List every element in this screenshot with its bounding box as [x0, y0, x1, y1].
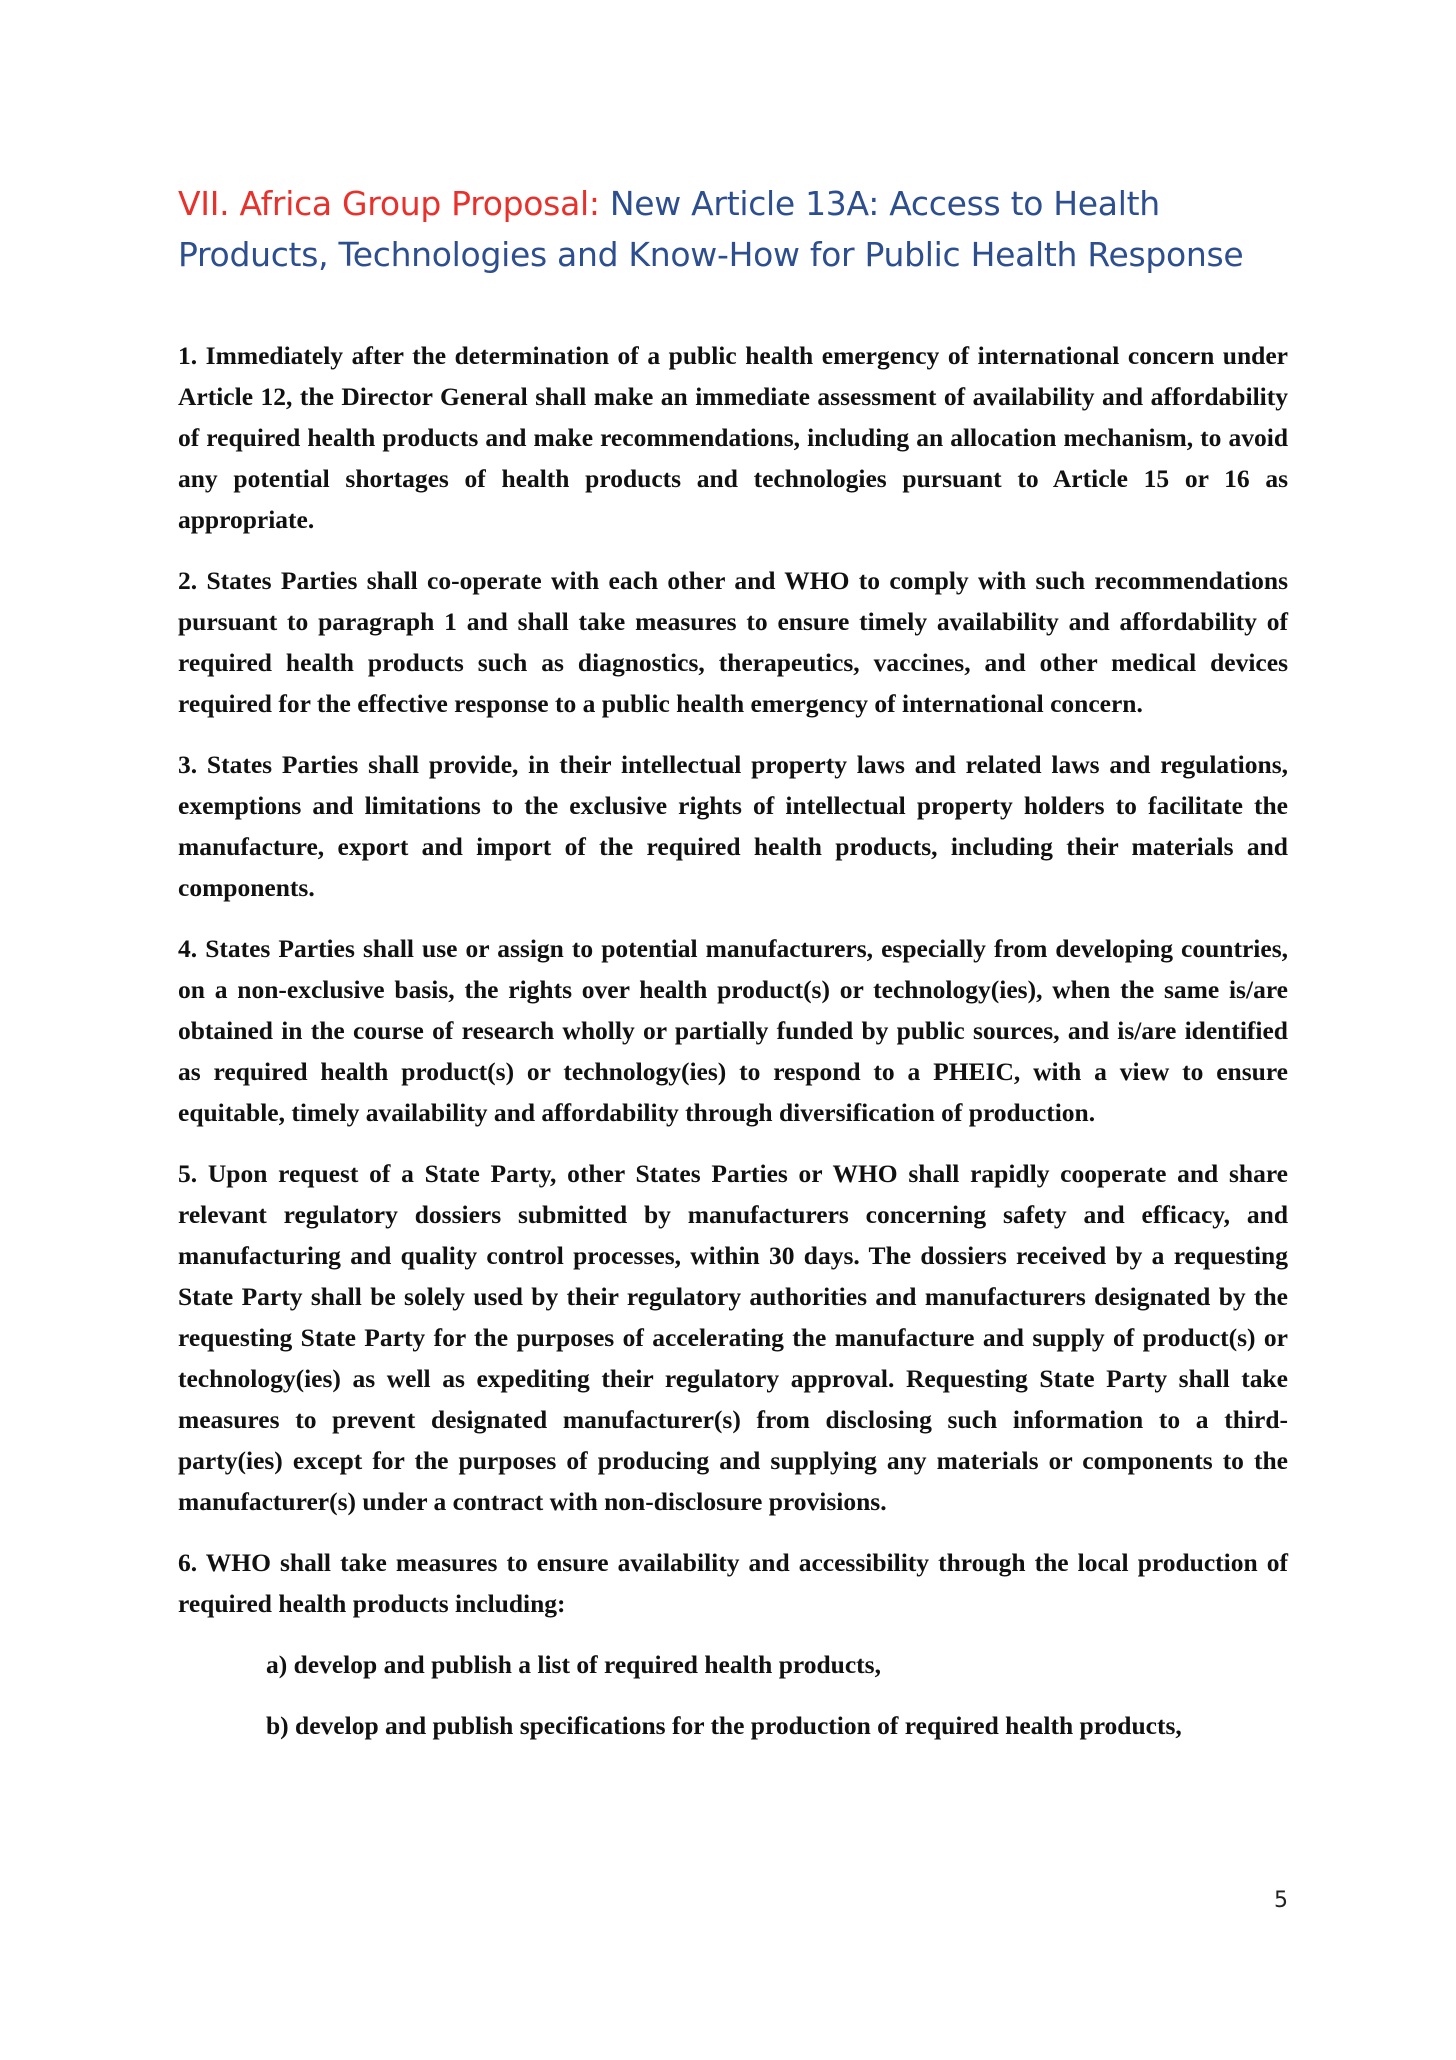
- article-body: [178, 335, 1288, 1766]
- page-number: 5: [1274, 1888, 1288, 1913]
- paragraph-3: 3. States Parties shall provide, in their intellectual property laws and related laws and regulations, exemptions and limitations to the exclusive rights of intellectual property holders to facilitate the manufacture, export and import of the required health products, including their materials and components.: [178, 750, 1288, 902]
- subitem-a: a) develop and publish a list of required health products,: [266, 1650, 881, 1679]
- heading-title-line2: Products, Technologies and Know-How for Public Health Response: [178, 235, 1244, 274]
- paragraph-2: 2. States Parties shall co-operate with each other and WHO to comply with such recommendations pursuant to paragraph 1 and shall take measures to ensure timely availability and affordability of required health products such as diagnostics, therapeutics, vaccines, and other medical devices required for the effective response to a public health emergency of international concern.: [178, 566, 1288, 718]
- paragraph-4: 4. States Parties shall use or assign to potential manufacturers, especially from developing countries, on a non-exclusive basis, the rights over health product(s) or technology(ies), when the same is/are obtained in the course of research wholly or partially funded by public sources, and is/are identified as required health product(s) or technology(ies) to respond to a PHEIC, with a view to ensure equitable, timely availability and affordability through diversification of production.: [178, 934, 1288, 1127]
- heading-prefix: VII. Africa Group Proposal:: [178, 184, 600, 223]
- section-heading: [178, 178, 1318, 280]
- subitem-b: b) develop and publish specifications for the production of required health products,: [266, 1711, 1182, 1740]
- paragraph-1: 1. Immediately after the determination of a public health emergency of international concern under Article 12, the Director General shall make an immediate assessment of availability and affordability of required health products and make recommendations, including an allocation mechanism, to avoid any potential shortages of health products and technologies pursuant to Article 15 or 16 as appropriate.: [178, 341, 1288, 534]
- paragraph-5: 5. Upon request of a State Party, other States Parties or WHO shall rapidly cooperate and share relevant regulatory dossiers submitted by manufacturers concerning safety and efficacy, and manufacturing and quality control processes, within 30 days. The dossiers received by a requesting State Party shall be solely used by their regulatory authorities and manufacturers designated by the requesting State Party for the purposes of accelerating the manufacture and supply of product(s) or technology(ies) as well as expediting their regulatory approval. Requesting State Party shall take measures to prevent designated manufacturer(s) from disclosing such information to a third-party(ies) except for the purposes of producing and supplying any materials or components to the manufacturer(s) under a contract with non-disclosure provisions.: [178, 1159, 1288, 1516]
- heading-title-line1: New Article 13A: Access to Health: [609, 184, 1160, 223]
- paragraph-6: 6. WHO shall take measures to ensure availability and accessibility through the local production of required health products including:: [178, 1548, 1288, 1618]
